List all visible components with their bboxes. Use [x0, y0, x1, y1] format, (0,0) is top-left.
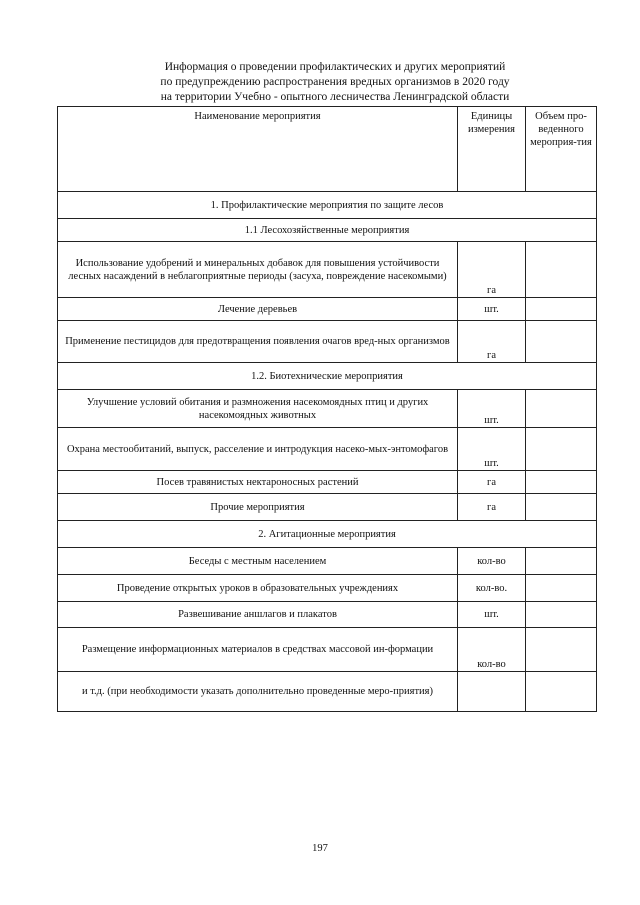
measure-unit: га	[458, 471, 526, 494]
title-line-1: Информация о проведении профилактических и других мероприятий	[164, 61, 506, 73]
table-row	[58, 471, 597, 494]
table-row	[58, 602, 597, 628]
measure-name: Проведение открытых уроков в образовательных учреждениях	[58, 575, 458, 602]
measure-volume	[526, 575, 597, 602]
header-volume: Объем про-веденного мероприя-тия	[526, 107, 597, 192]
measure-name: Развешивание аншлагов и плакатов	[58, 602, 458, 628]
subsection-row	[58, 219, 597, 242]
measure-name: и т.д. (при необходимости указать дополнительно проведенные меро-приятия)	[58, 672, 458, 712]
title-line-3: на территории Учебно - опытного лесничества Ленинградской области	[160, 91, 510, 103]
measure-unit: га	[458, 321, 526, 363]
measure-name: Размещение информационных материалов в средствах массовой ин-формации	[58, 628, 458, 672]
measure-volume	[526, 390, 597, 428]
measure-unit: шт.	[458, 390, 526, 428]
header-unit: Единицы измерения	[458, 107, 526, 192]
subsection-row	[58, 363, 597, 390]
measure-unit: кол-во	[458, 628, 526, 672]
measure-volume	[526, 471, 597, 494]
subsection-heading: 1.1 Лесохозяйственные мероприятия	[58, 219, 597, 242]
measure-unit: шт.	[458, 428, 526, 471]
measure-volume	[526, 602, 597, 628]
measure-volume	[526, 672, 597, 712]
measure-volume	[526, 548, 597, 575]
measure-name: Использование удобрений и минеральных добавок для повышения устойчивости лесных насаждений в неблагоприятные периоды (засуха, повреждение насекомыми)	[58, 242, 458, 298]
measure-name: Применение пестицидов для предотвращения появления очагов вред-ных организмов	[58, 321, 458, 363]
document-title	[100, 60, 570, 105]
measure-unit: кол-во	[458, 548, 526, 575]
measure-volume	[526, 242, 597, 298]
measure-name: Лечение деревьев	[58, 298, 458, 321]
measure-name: Прочие мероприятия	[58, 494, 458, 521]
measure-unit: шт.	[458, 602, 526, 628]
section-row	[58, 521, 597, 548]
measure-volume	[526, 321, 597, 363]
table-row	[58, 628, 597, 672]
title-line-2: по предупреждению распространения вредных организмов в 2020 году	[160, 76, 510, 88]
measure-unit: шт.	[458, 298, 526, 321]
header-name: Наименование мероприятия	[58, 107, 458, 192]
table-header-row	[58, 107, 597, 192]
measure-unit	[458, 672, 526, 712]
measure-volume	[526, 298, 597, 321]
measure-unit: га	[458, 242, 526, 298]
measure-unit: га	[458, 494, 526, 521]
measures-table	[57, 106, 597, 712]
subsection-heading: 1.2. Биотехнические мероприятия	[58, 363, 597, 390]
measure-name: Улучшение условий обитания и размножения насекомоядных птиц и других насекомоядных животных	[58, 390, 458, 428]
measure-volume	[526, 628, 597, 672]
measure-name: Беседы с местным населением	[58, 548, 458, 575]
table-row	[58, 428, 597, 471]
section-heading: 1. Профилактические мероприятия по защите лесов	[58, 192, 597, 219]
table-row	[58, 575, 597, 602]
measure-name: Охрана местообитаний, выпуск, расселение и интродукция насеко-мых-энтомофагов	[58, 428, 458, 471]
table-row	[58, 321, 597, 363]
table-row	[58, 242, 597, 298]
section-heading: 2. Агитационные мероприятия	[58, 521, 597, 548]
table-row	[58, 494, 597, 521]
table-row	[58, 672, 597, 712]
table-row	[58, 298, 597, 321]
measure-unit: кол-во.	[458, 575, 526, 602]
table-row	[58, 548, 597, 575]
page-number: 197	[312, 843, 328, 854]
table-row	[58, 390, 597, 428]
measure-name: Посев травянистых нектароносных растений	[58, 471, 458, 494]
section-row	[58, 192, 597, 219]
measure-volume	[526, 428, 597, 471]
measure-volume	[526, 494, 597, 521]
